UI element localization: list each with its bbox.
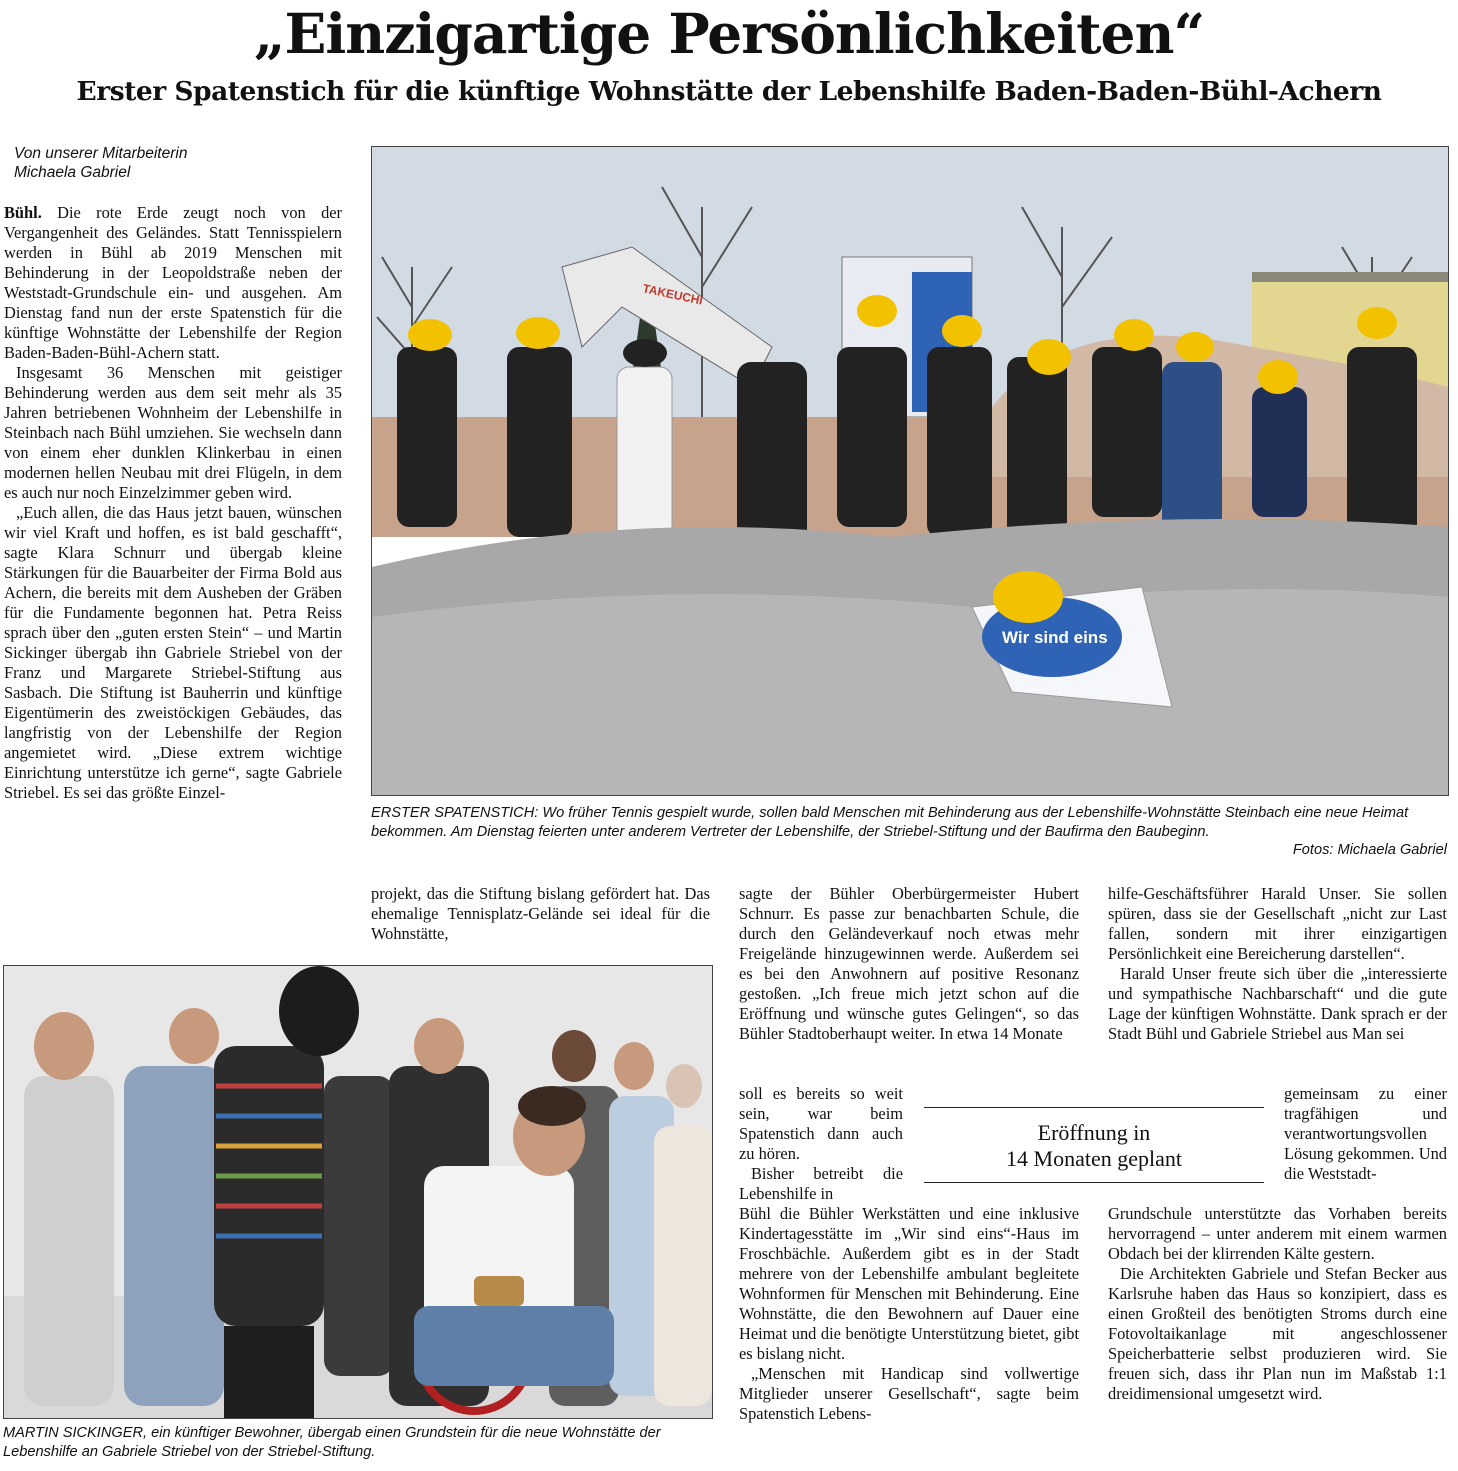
article-column-4-narrow (1284, 1084, 1447, 1184)
article-column-4-bottom (1108, 1204, 1447, 1404)
pull-quote (924, 1107, 1264, 1183)
paragraph-3: „Euch allen, die das Haus jetzt bauen, wünschen wir viel Kraft und hoffen, es ist bald geschafft“, sagte Klara Schnurr und übergab kleine Stärkungen für die Bauarbeiter der Firma Bold aus Achern, die bereits mit dem Ausheben der Gräben für die Fundamente begonnen hat. Petra Reiss sprach über den „guten ersten Stein“ – und Martin Sickinger übergab ihn Gabriele Striebel von der Franz und Margarete Striebel-Stiftung aus Sasbach. Die Stiftung ist Bauherrin und künftige Eigentümerin des zweistöckigen Gebäudes, das langfristig von der Lebenshilfe der Region angemietet wird. „Diese extrem wichtige Einrichtung unterstütze ich gerne“, sagte Gabriele Striebel. Es sei das größte Einzel- (4, 503, 342, 802)
headline: „Einzigartige Persönlichkeiten“ (253, 1, 1205, 66)
byline (14, 144, 344, 182)
handover-photo-illustration (4, 966, 712, 1418)
column-3-paragraph-1b: soll es bereits so weit sein, war beim Spatenstich dann auch zu hören. (739, 1084, 903, 1163)
column-4-paragraph-2c: Grundschule unterstützte das Vorhaben bereits hervorragend – unter anderem mit einem warmen Obdach bei der klirrenden Kälte gestern. (1108, 1204, 1447, 1263)
paragraph-1: Die rote Erde zeugt noch von der Vergangenheit des Geländes. Statt Tennisspielern werden in Bühl ab 2019 Menschen mit Behinderung in der Leopoldstraße neben der Weststadt-Grundschule ein- und ausgehen. Am Dienstag fand nun der erste Spatenstich für die künftige Wohnstätte der Lebenshilfe der Region Baden-Baden-Bühl-Achern statt. (4, 203, 342, 362)
article-column-3-bottom (739, 1204, 1079, 1424)
subheadline: Erster Spatenstich für die künftige Wohnstätte der Lebenshilfe Baden-Baden-Bühl-Achern (76, 76, 1382, 107)
column-4-paragraph-2b: gemeinsam zu einer tragfähigen und verantwortungsvollen Lösung gekommen. Und die Weststadt- (1284, 1084, 1447, 1183)
photo2-caption: MARTIN SICKINGER, ein künftiger Bewohner, übergab einen Grundstein für die neue Wohnstätte der Lebenshilfe an Gabriele Striebel von der Striebel-Stiftung. (3, 1425, 661, 1460)
article-column-4-top (1108, 884, 1447, 1044)
handover-photo (3, 965, 713, 1419)
column-3-paragraph-1: sagte der Bühler Oberbürgermeister Hubert Schnurr. Es passe zur benachbarten Schule, die durch den Geländeverkauf noch etwas mehr Freigelände hinzugewinnen werde. Außerdem sei es bei den Anwohnern auf positive Resonanz gestoßen. „Ich freue mich jetzt schon auf die Eröffnung und wünsche gutes Gelingen“, so das Bühler Stadtoberhaupt weiter. In etwa 14 Monate (739, 884, 1079, 1043)
column-3-paragraph-3: „Menschen mit Handicap sind vollwertige Mitglieder unserer Gesellschaft“, sagte beim Spatenstich Lebens- (739, 1364, 1079, 1423)
pull-quote-line2: 14 Monaten geplant (1006, 1146, 1182, 1171)
byline-author: Michaela Gabriel (14, 164, 131, 181)
groundbreaking-photo-illustration (372, 147, 1448, 795)
column-2-text: projekt, das die Stiftung bislang gefördert hat. Das ehemalige Tennisplatz-Gelände sei ideal für die Wohnstätte, (371, 884, 710, 943)
groundbreaking-photo (371, 146, 1449, 796)
column-4-paragraph-1: hilfe-Geschäftsführer Harald Unser. Sie sollen spüren, dass sie der Gesellschaft „nicht zur Last fallen, sondern mit ihrer einzigartigen Persönlichkeit eine Bereicherung darstellen“. (1108, 884, 1447, 963)
column-4-paragraph-3: Die Architekten Gabriele und Stefan Becker aus Karlsruhe haben das Haus so konzipiert, dass es einen Großteil des benötigten Stroms durch eine Fotovoltaikanlage mit angeschlossener Speicherbatterie selbst produzieren wird. Sie freuen sich, dass ihr Plan nun im Maßstab 1:1 dreidimensional umgesetzt wird. (1108, 1264, 1447, 1403)
photo-credit: Fotos: Michaela Gabriel (1292, 842, 1447, 858)
flag-text: Wir sind eins (1002, 628, 1108, 647)
photo1-caption (371, 804, 1447, 860)
column-3-paragraph-2b: Bühl die Bühler Werkstätten und eine inklusive Kindertagesstätte im „Wir sind eins“-Haus im Froschbächle. Außerdem gibt es in der Stadt mehrere von der Lebenshilfe ambulant begleitete Wohnformen für Menschen mit Behinderung. Eine Wohnstätte, die den Bewohnern auf Dauer eine Heimat und die benötigte Unterstützung bietet, gibt es bislang nicht. (739, 1204, 1079, 1363)
byline-line1: Von unserer Mitarbeiterin (14, 145, 188, 162)
pull-quote-line1: Eröffnung in (1037, 1120, 1151, 1145)
column-3-paragraph-2a: Bisher betreibt die Lebenshilfe in (739, 1164, 903, 1203)
dateline: Bühl. (4, 203, 42, 222)
paragraph-2: Insgesamt 36 Menschen mit geistiger Behinderung werden aus dem seit mehr als 35 Jahren betriebenen Wohnheim der Lebenshilfe in Steinbach nach Bühl umziehen. Sie wechseln dann von einem eher dunklen Klinkerbau in einen modernen hellen Neubau mit drei Flügeln, in dem es auch nur noch Einzelzimmer geben wird. (4, 363, 342, 502)
article-column-3-top (739, 884, 1079, 1044)
article-column-3-narrow (739, 1084, 903, 1204)
article-column-1 (4, 203, 342, 803)
column-4-paragraph-2: Harald Unser freute sich über die „interessierte und sympathische Nachbarschaft“ und die gute Lage der künftigen Wohnstätte. Dank sprach er der Stadt Bühl und Gabriele Striebel aus Man sei (1108, 964, 1447, 1043)
excavator-brand: TAKEUCHI (641, 281, 705, 308)
article-column-2 (371, 884, 710, 944)
photo1-caption-text: ERSTER SPATENSTICH: Wo früher Tennis gespielt wurde, sollen bald Menschen mit Behinderung aus der Lebenshilfe-Wohnstätte Steinbach eine neue Heimat bekommen. Am Dienstag feierten unter anderem Vertreter der Lebenshilfe, der Striebel-Stiftung und der Baufirma den Baubeginn. (371, 805, 1409, 840)
